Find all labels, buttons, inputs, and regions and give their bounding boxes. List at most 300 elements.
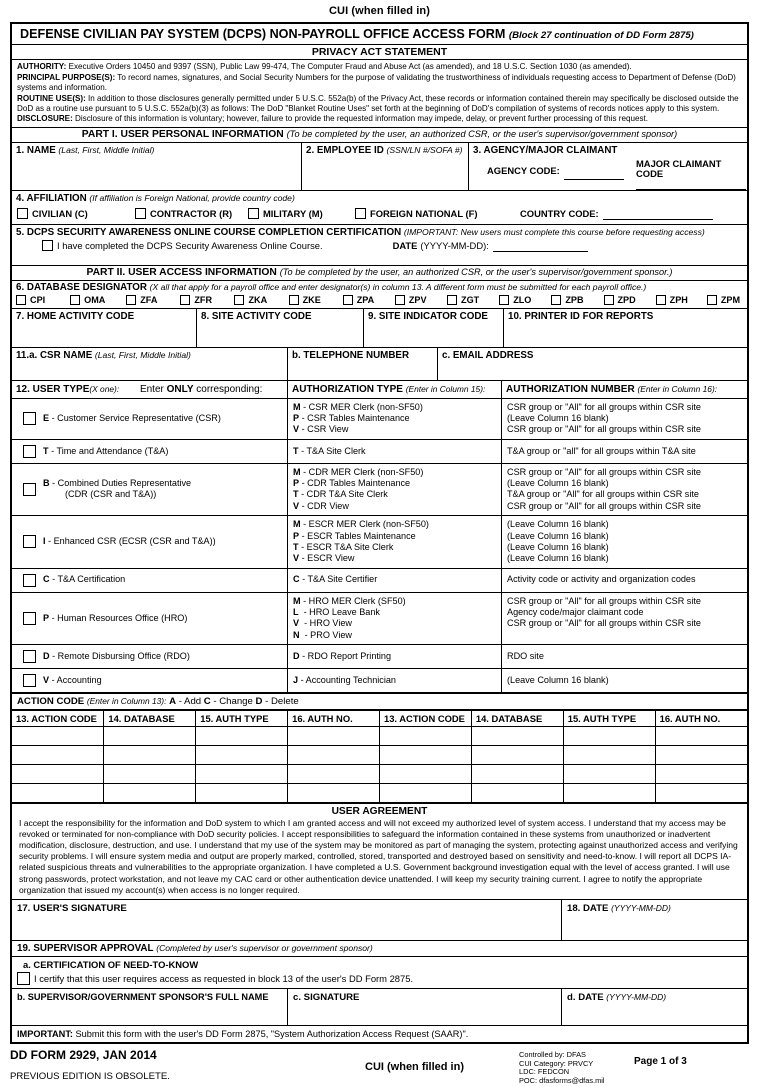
major-claimant-label [636,159,721,180]
checkbox-contractor[interactable] [135,208,146,219]
auth-types-d [288,645,502,668]
user-date-note: (YYYY-MM-DD) [611,902,671,913]
cell[interactable] [655,765,747,784]
checkbox-zph[interactable] [656,295,666,305]
affiliation-option-foreign-national[interactable] [355,208,520,219]
auth-types-e [288,399,502,439]
user-type-row-v-code: V [43,674,50,685]
affiliation-note: (If affiliation is Foreign National, provide country code) [89,192,295,203]
table-row [12,746,747,765]
checkbox-zpv[interactable] [395,295,405,305]
site-indicator-code-label: 9. SITE INDICATOR CODE [368,310,488,322]
footer-right [519,1048,749,1086]
user-type-row-v[interactable] [12,669,288,692]
user-type-row-d-code: D [43,650,50,661]
cell[interactable] [563,746,655,765]
employee-id-label: 2. EMPLOYEE ID [306,144,384,156]
user-type-row-e-label: - Customer Service Representative (CSR) [49,412,221,423]
checkbox-zka[interactable] [234,295,244,305]
user-type-row-t-label: - Time and Attendance (T&A) [48,445,169,456]
checkbox-civilian[interactable] [17,208,28,219]
db-option-zpb-label: ZPB [565,294,584,305]
security-cert-date-value[interactable] [493,239,588,252]
auth-types-p [288,593,502,644]
supervisor-date-label: d. DATE [567,991,604,1003]
db-option-cpi[interactable] [16,295,70,305]
cell[interactable] [288,784,380,804]
user-signature-label: 17. USER'S SIGNATURE [17,902,127,914]
auth-types-c [288,569,502,592]
auth-number-item: CSR group or "All" for all groups within CSR site [507,595,701,606]
email-field[interactable] [438,348,747,380]
name-note: (Last, First, Middle Initial) [58,144,155,155]
user-type-extra-bold: ONLY [166,383,194,395]
auth-type-col-header [288,381,502,398]
country-code-value[interactable] [603,207,713,220]
checkbox-certification-need-to-know[interactable] [17,972,30,985]
checkbox-user-type-i[interactable] [23,535,36,548]
checkbox-user-type-t[interactable] [23,445,36,458]
major-claimant-value[interactable] [636,181,746,190]
form-title-text: DEFENSE CIVILIAN PAY SYSTEM (DCPS) NON-PAYROLL OFFICE ACCESS FORM [20,27,506,41]
part2-heading [12,266,747,281]
major-claimant-label-line1: MAJOR CLAIMANT [636,157,722,169]
auth-number-item: RDO site [507,650,544,661]
csr-name-label: 11.a. CSR NAME [16,349,93,361]
auth-number-item: (Leave Column 16 blank) [507,519,609,530]
privacy-disclosure-label: DISCLOSURE: [17,114,73,124]
cell[interactable] [288,727,380,746]
auth-type-item: P - CDR Tables Maintenance [293,478,411,489]
user-type-row-c[interactable] [12,569,288,592]
database-designator-header [12,281,747,293]
db-option-zka-label: ZKA [248,294,268,305]
cell[interactable] [380,765,472,784]
agency-code-label: AGENCY CODE: [487,164,560,176]
db-option-zpa-label: ZPA [356,294,375,305]
telephone-label: b. TELEPHONE NUMBER [292,349,410,361]
form-title [12,24,747,45]
db-option-zpb[interactable] [551,295,603,305]
database-designator-note: (X all that apply for a payroll office and enter designator(s) in column 13. A different form must be submitted for each payroll office.) [149,281,647,292]
block-11-row [12,348,747,381]
auth-type-item: C - T&A Site Certifier [293,574,378,585]
auth-type-item: M - CSR MER Clerk (non-SF50) [293,401,423,412]
checkbox-security-course-completed[interactable] [42,240,53,251]
user-type-extra-post: corresponding: [193,383,263,395]
auth-type-item: N - PRO View [293,629,352,640]
name-label: 1. NAME [16,144,56,156]
checkbox-user-type-v[interactable] [23,674,36,687]
col-header-14b: 14. DATABASE [471,711,563,727]
cell[interactable] [104,765,196,784]
checkbox-zpm[interactable] [707,295,717,305]
cell[interactable] [471,765,563,784]
checkbox-zfr[interactable] [180,295,190,305]
auth-type-item: P - ESCR Tables Maintenance [293,530,416,541]
db-option-zlo[interactable] [499,295,551,305]
user-type-row [12,569,747,593]
db-option-zfa[interactable] [126,295,180,305]
user-type-row [12,516,747,568]
db-option-zpd[interactable] [604,295,656,305]
auth-number-item: CSR group or "All" for all groups within CSR site [507,466,701,477]
cell[interactable] [196,784,288,804]
supervisor-name-label: b. SUPERVISOR/GOVERNMENT SPONSOR'S FULL NAME [17,991,269,1002]
footer-left [10,1048,310,1086]
checkbox-zpd[interactable] [604,295,614,305]
cell[interactable] [12,765,104,784]
db-option-zgt-label: ZGT [461,294,480,305]
col-header-16a: 16. AUTH NO. [288,711,380,727]
auth-type-item: M - ESCR MER Clerk (non-SF50) [293,519,429,530]
important-label: IMPORTANT: [17,1028,73,1039]
db-option-zpm-label: ZPM [720,294,741,305]
db-option-zpa[interactable] [343,295,395,305]
part1-heading [12,128,747,143]
auth-numbers-e [502,399,747,439]
site-activity-code-field[interactable] [197,309,364,347]
security-cert-checkbox-label: I have completed the DCPS Security Awareness Online Course. [57,239,323,251]
affiliation-options [12,204,747,224]
action-code-a-text: - Add [176,696,204,708]
cell[interactable] [104,784,196,804]
cell[interactable] [655,727,747,746]
auth-types-b [288,464,502,515]
auth-number-item: (Leave Column 16 blank) [507,530,609,541]
telephone-field[interactable] [288,348,438,380]
action-code-bar [12,694,747,710]
checkbox-foreign-national[interactable] [355,208,366,219]
checkbox-zlo[interactable] [499,295,509,305]
user-type-row-b[interactable] [12,464,288,515]
block-7-10-row [12,309,747,348]
user-type-row-i-label: - Enhanced CSR (ECSR (CSR and T&A)) [45,536,216,547]
db-option-zka[interactable] [234,295,288,305]
db-option-zpm[interactable] [707,295,744,305]
affiliation-option-civilian[interactable] [17,208,135,219]
db-option-zfa-label: ZFA [140,294,158,305]
checkbox-zpb[interactable] [551,295,561,305]
user-type-row-d-label: - Remote Disbursing Office (RDO) [49,650,190,661]
cell[interactable] [563,727,655,746]
privacy-principal-label: PRINCIPAL PURPOSE(S): [17,72,116,82]
name-field[interactable] [12,143,302,190]
auth-number-col-header [502,381,747,398]
employee-id-note: (SSN/LN #/SOFA #) [386,144,463,155]
major-claimant-label-line2: CODE [636,167,664,179]
supervisor-approval-heading-row [12,941,747,957]
cell[interactable] [563,784,655,804]
auth-number-item: T&A group or "all" for all groups within T&A site [507,445,696,456]
certification-block [12,957,747,989]
checkbox-zpa[interactable] [343,295,353,305]
privacy-disclosure-text: Disclosure of this information is voluntary; however, failure to provide the requested information may impede, delay, or prevent further processing of this request. [75,114,649,124]
affiliation-header [12,191,747,204]
action-code-bar-label: ACTION CODE [17,696,85,708]
security-cert-label: 5. DCPS SECURITY AWARENESS ONLINE COURSE COMPLETION CERTIFICATION [16,226,402,238]
checkbox-zke[interactable] [289,295,299,305]
col-header-13b: 13. ACTION CODE [380,711,472,727]
auth-type-item: L - HRO Leave Bank [293,606,380,617]
database-designator-options [12,293,747,308]
db-option-zph[interactable] [656,295,707,305]
database-designator-label: 6. DATABASE DESIGNATOR [16,281,147,293]
user-type-row [12,593,747,645]
certification-checkbox-label: I certify that this user requires access as requested in block 13 of the user's DD Form 2875. [34,972,414,984]
checkbox-user-type-b[interactable] [23,483,36,496]
part1-heading-text: PART I. USER PERSONAL INFORMATION [81,129,284,141]
supervisor-date-field[interactable] [562,989,747,1025]
cell[interactable] [563,765,655,784]
db-option-zlo-label: ZLO [513,294,532,305]
important-text: Submit this form with the user's DD Form 2875, "System Authorization Access Request (SAAR)". [75,1028,469,1039]
cell[interactable] [655,746,747,765]
home-activity-code-label: 7. HOME ACTIVITY CODE [16,310,135,322]
printer-id-label: 10. PRINTER ID FOR REPORTS [508,310,654,322]
user-type-row-t[interactable] [12,440,288,463]
supervisor-date-note: (YYYY-MM-DD) [606,991,667,1002]
agency-label: 3. AGENCY/MAJOR CLAIMANT [473,144,618,156]
auth-number-label: AUTHORIZATION NUMBER [506,383,635,395]
poc: POC: dfasforms@dfas.mil [519,1075,605,1085]
auth-type-item: T - T&A Site Clerk [293,445,366,456]
auth-number-note: (Enter in Column 16): [637,383,718,394]
auth-type-item: T - ESCR T&A Site Clerk [293,541,394,552]
printer-id-field[interactable] [504,309,747,347]
action-code-table [12,710,747,804]
cell[interactable] [196,746,288,765]
privacy-authority-text: Executive Orders 10450 and 9397 (SSN), Public Law 99-474, The Computer Fraud and Abuse Act (as amended), and 18 U.S.C. Section 1030 (as amended). [68,62,632,72]
auth-numbers-p [502,593,747,644]
user-type-row [12,440,747,464]
checkbox-user-type-p[interactable] [23,612,36,625]
auth-number-item: Agency code/major claimant code [507,606,644,617]
user-type-extra-pre: Enter [139,383,167,395]
checkbox-zgt[interactable] [447,295,457,305]
user-type-note: (X one): [89,383,120,394]
db-option-oma[interactable] [70,295,126,305]
privacy-routine [17,94,743,115]
auth-numbers-b [502,464,747,515]
cell[interactable] [471,727,563,746]
csr-name-note: (Last, First, Middle Initial) [94,349,191,360]
cui-banner-top: CUI (when filled in) [329,5,430,17]
user-date-field[interactable] [562,900,747,940]
auth-number-item: CSR group or "All" for all groups within CSR site [507,618,701,629]
user-type-row [12,645,747,669]
db-option-zpd-label: ZPD [617,294,636,305]
auth-type-item: V - ESCR View [293,553,355,564]
auth-types-v [288,669,502,692]
csr-name-field[interactable] [12,348,288,380]
signature-row [12,900,747,941]
user-type-row-d[interactable] [12,645,288,668]
user-type-row [12,669,747,694]
auth-numbers-t [502,440,747,463]
auth-numbers-i [502,516,747,567]
user-type-row-p-label: - Human Resources Office (HRO) [49,612,188,623]
country-code-group [520,207,713,220]
block-1-2-3-row [12,143,747,191]
cell[interactable] [12,727,104,746]
privacy-principal [17,73,743,94]
table-row [12,727,747,746]
security-cert-block [12,225,747,266]
user-type-row [12,399,747,440]
user-type-row-v-label: - Accounting [49,674,102,685]
auth-types-i [288,516,502,567]
affiliation-option-military[interactable] [248,208,355,219]
cell[interactable] [471,784,563,804]
security-cert-header [12,225,747,238]
site-activity-code-label: 8. SITE ACTIVITY CODE [201,310,312,322]
cell[interactable] [104,727,196,746]
employee-id-field[interactable] [302,143,469,190]
cell[interactable] [655,784,747,804]
checkbox-user-type-e[interactable] [23,412,36,425]
certification-row [12,971,747,988]
col-header-15a: 15. AUTH TYPE [196,711,288,727]
auth-number-item: (Leave Column 16 blank) [507,674,609,685]
checkbox-cpi[interactable] [16,295,26,305]
security-cert-note: (IMPORTANT: New users must complete this course before requesting access) [403,226,705,237]
checkbox-user-type-d[interactable] [23,650,36,663]
supervisor-name-field[interactable] [12,989,288,1025]
database-designator-block [12,281,747,309]
user-signature-field[interactable] [12,900,562,940]
col-header-13a: 13. ACTION CODE [12,711,104,727]
user-type-col-header [12,381,288,398]
user-type-row-b-label2: (CDR (CSR and T&A)) [65,489,157,500]
form-title-note: (Block 27 continuation of DD Form 2875) [508,30,694,41]
auth-type-item: V - CDR View [293,500,349,511]
cell[interactable] [196,765,288,784]
db-option-zke-label: ZKE [302,294,321,305]
part2-heading-text: PART II. USER ACCESS INFORMATION [86,267,277,279]
db-option-cpi-label: CPI [30,294,46,305]
user-type-row-c-label: - T&A Certification [49,574,126,585]
user-type-label: 12. USER TYPE [16,383,90,395]
db-option-zke[interactable] [289,295,343,305]
auth-types-t [288,440,502,463]
supervisor-signature-field[interactable] [288,989,562,1025]
affiliation-option-contractor[interactable] [135,208,248,219]
db-option-oma-label: OMA [84,294,106,305]
checkbox-oma[interactable] [70,295,80,305]
cell[interactable] [104,746,196,765]
action-code-c: C [203,696,211,708]
privacy-authority [17,62,743,72]
action-code-bar-note: (Enter in Column 13): [86,696,167,707]
email-label: c. EMAIL ADDRESS [442,349,534,361]
action-code-d: D [255,696,263,708]
auth-number-item: (Leave Column 16 blank) [507,478,609,489]
home-activity-code-field[interactable] [12,309,197,347]
cell[interactable] [196,727,288,746]
db-option-zgt[interactable] [447,295,499,305]
privacy-disclosure [17,114,743,124]
important-note [12,1026,747,1042]
supervisor-approval-heading: 19. SUPERVISOR APPROVAL [17,942,154,954]
part1-heading-note: (To be completed by the user, an authorized CSR, or the user's supervisor/government sponsor) [286,129,678,140]
user-date-label: 18. DATE [567,902,609,914]
user-type-row-i[interactable] [12,516,288,567]
user-type-row-b-code: B [43,478,50,489]
cell[interactable] [288,746,380,765]
cui-banner-bottom: CUI (when filled in) [365,1060,464,1073]
user-agreement-heading: USER AGREEMENT [331,806,428,818]
cell[interactable] [380,727,472,746]
db-option-zpv[interactable] [395,295,447,305]
privacy-routine-label: ROUTINE USE(S): [17,93,86,103]
auth-number-item: Activity code or activity and organization codes [507,574,696,585]
cell[interactable] [288,765,380,784]
cell[interactable] [380,784,472,804]
site-indicator-code-field[interactable] [364,309,504,347]
auth-numbers-d [502,645,747,668]
controlled-by: Controlled by: DFAS [519,1049,586,1059]
col-header-15b: 15. AUTH TYPE [563,711,655,727]
col-header-14a: 14. DATABASE [104,711,196,727]
user-agreement-text: I accept the responsibility for the information and DoD system to which I am granted access and will not exceed my authorized level of system access. I understand that my access may be revoked or terminated for non-compliance with DoD security policies. I accept responsibilities to safeguard the information contained in these systems from unauthorized or inadvertent modification, disclosure, destruction, and use. I understand that my use of the system may be monitored as part of managing the system, protecting against unauthorized access and verifying security problems. I will ensure system media and output are properly marked, controlled, stored, transported and destroyed based on sensitivity and need-to-know. I will report all DCPS IA-related suspicious threats and vulnerabilities to the appropriate organization. I have completed a U.S. Government background investigation equal with the level of access granted. I will use strong passwords, protect workstation, and not leave my CAC card or other authentication device unattended. I will keep my security training current. I agree to notify the appropriate organization that issued my account(s) when access is no longer required. [19,818,738,895]
auth-type-note: (Enter in Column 15): [405,383,486,394]
page-footer [10,1044,749,1086]
supervisor-detail-row [12,989,747,1026]
previous-edition-note: PREVIOUS EDITION IS OBSOLETE. [10,1070,170,1082]
cell[interactable] [12,746,104,765]
auth-number-item: CSR group or "All" for all groups within CSR site [507,500,701,511]
affiliation-option-military-label: MILITARY (M) [263,207,323,219]
cell[interactable] [12,784,104,804]
user-type-header-row [12,381,747,399]
user-type-row-e[interactable] [12,399,288,439]
auth-number-item: (Leave Column 16 blank) [507,553,609,564]
col-header-16b: 16. AUTH NO. [655,711,747,727]
checkbox-user-type-c[interactable] [23,574,36,587]
user-type-row-p[interactable] [12,593,288,644]
country-code-label: COUNTRY CODE: [520,207,599,219]
user-type-row-b-label: - Combined Duties Representative [49,478,192,489]
auth-type-item: V - HRO View [293,618,352,629]
user-type-row-c-code: C [43,574,50,585]
ldc: LDC: FEDCON [519,1067,570,1077]
auth-number-item: (Leave Column 16 blank) [507,412,609,423]
cell[interactable] [380,746,472,765]
agency-code-value[interactable] [564,165,624,180]
privacy-act-body [12,60,747,127]
supervisor-approval-note: (Completed by user's supervisor or government sponsor) [156,942,373,953]
checkbox-zfa[interactable] [126,295,136,305]
certification-label: a. CERTIFICATION OF NEED-TO-KNOW [23,958,199,970]
user-type-row [12,464,747,516]
checkbox-military[interactable] [248,208,259,219]
cell[interactable] [471,746,563,765]
user-agreement-block [12,804,747,900]
page-number: Page 1 of 3 [634,1055,687,1067]
auth-number-item: T&A group or "All" for all groups within CSR site [507,489,699,500]
form-id: DD FORM 2929, JAN 2014 [10,1047,157,1062]
auth-type-item: D - RDO Report Printing [293,650,392,661]
auth-type-item: M - CDR MER Clerk (non-SF50) [293,466,424,477]
user-type-extra [140,384,263,395]
privacy-routine-text: In addition to those disclosures generally permitted under 5 U.S.C. 552a(b) of the Privacy Act, these records or information contained therein may specifically be disclosed outside the DoD as a routine use pursuant to 5 U.S.C. 552a(b)(3) as follows: The DoD "Blanket Routine Uses" set forth at the beginning of DoD's compilation of systems of records notices apply to this system. [17,93,739,113]
db-option-zfr[interactable] [180,295,234,305]
control-markings [519,1051,634,1086]
user-type-row-t-code: T [43,445,49,456]
auth-type-item: J - Accounting Technician [293,674,396,685]
auth-type-item: V - CSR View [293,424,349,435]
